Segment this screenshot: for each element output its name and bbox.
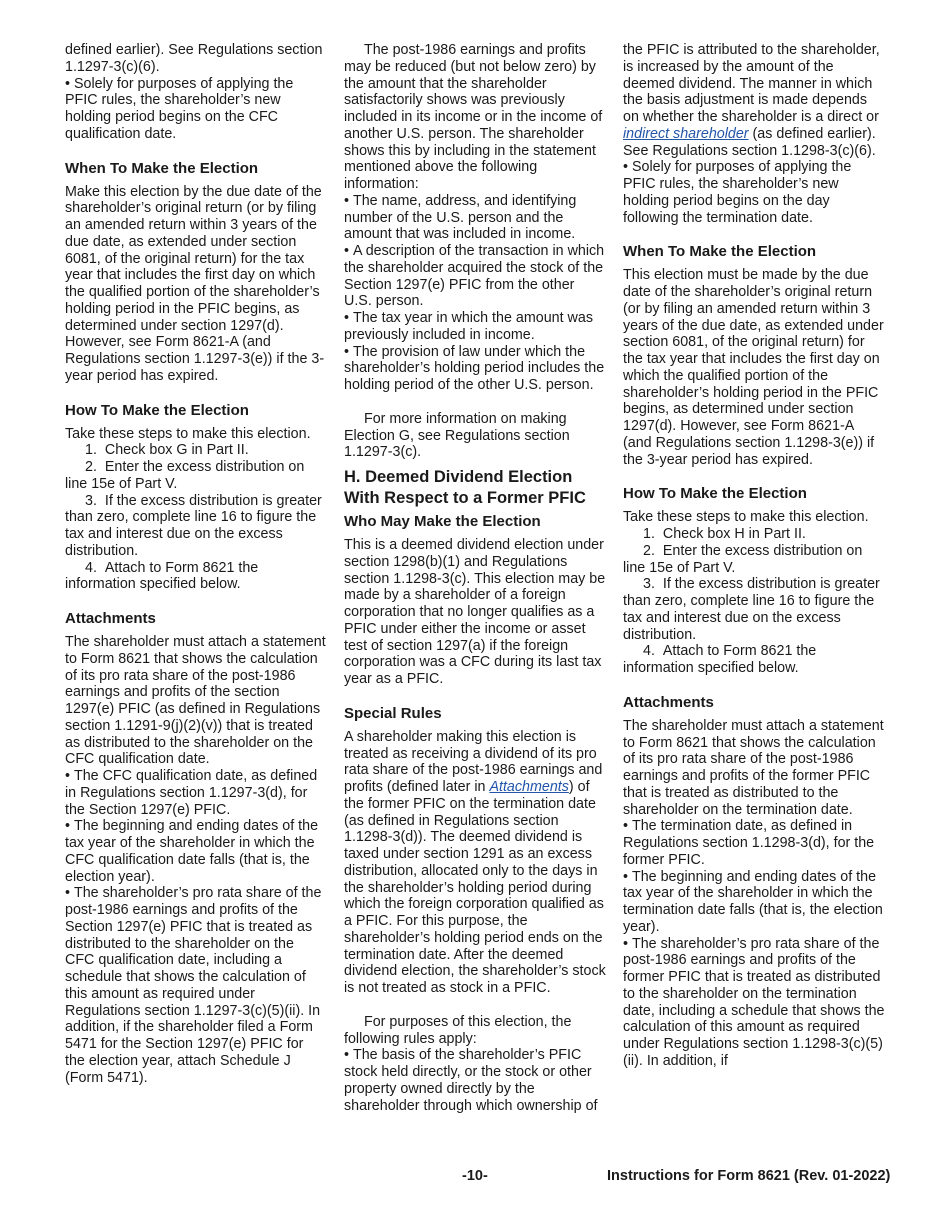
paragraph: The shareholder must attach a statement to Form 8621 that shows the calculation of its pro rata share of the post-1986 earnings and profits of the section 1297(e) PFIC (as defined in Regulations section 1.1291-9(j)(2)(v)) that is treated as distributed to the shareholder on the CFC qualification date. [65,634,326,768]
bullet-item: • The CFC qualification date, as defined in Regulations section 1.1297-3(d), for the Section 1297(e) PFIC. [65,768,327,818]
bullet-item: • Solely for purposes of applying the PFIC rules, the shareholder’s new holding period begins on the CFC qualification date. [65,76,327,143]
paragraph: A shareholder making this election is treated as receiving a dividend of its pro rata share of the post-1986 earnings and profits (defined later in Attachments) of the former PFIC on the termination date (as defined in Regulations section 1.1298-3(d)). The deemed dividend is taxed under section 1291 as an excess distribution, allocated only to the days in the shareholder’s holding period during which the foreign corporation qualified as a PFIC. For this purpose, the shareholder’s holding period ends on the termination date. After the deemed dividend election, the shareholder’s stock is not treated as stock in a PFIC. [344,728,606,996]
paragraph: defined earlier). See Regulations section 1.1297-3(c)(6). [65,42,323,75]
paragraph: Take these steps to make this election. [623,509,869,526]
paragraph: the PFIC is attributed to the shareholder, is increased by the amount of the deemed dividend. The manner in which the basis adjustment is made depends on whether the shareholder is a direct or indirect shareholder (as defined earlier). See Regulations section 1.1298-3(c)(6). [623,42,880,159]
bullet-item: • The tax year in which the amount was previously included in income. [344,310,606,344]
step-item: 4. Attach to Form 8621 the information specified below. [65,559,259,593]
paragraph: Take these steps to make this election. [65,425,311,442]
footer-title: Instructions for Form 8621 (Rev. 01-2022) [607,1168,891,1184]
paragraph: This is a deemed dividend election under section 1298(b)(1) and Regulations section 1.1298-3(c). This election may be made by a shareholder of a foreign corporation that no longer qualifies as a PFIC under either the income or asset test of section 1297(a) if the foreign corporation was a CFC during its last tax year as a PFIC. [344,537,606,687]
paragraph: For more information on making Election G, see Regulations section 1.1297-3(c). [344,410,570,461]
heading-who-may-make-election: Who May Make the Election [344,513,541,530]
step-item: 3. If the excess distribution is greater than zero, complete line 16 to figure the tax and interest due on the excess distribution. [623,576,880,643]
bullet-item: • The basis of the shareholder’s PFIC stock held directly, or the stock or other property owned directly by the shareholder through which ownership of [344,1047,606,1114]
step-item: 3. If the excess distribution is greater than zero, complete line 16 to figure the tax and interest due on the excess distribution. [65,492,322,559]
paragraph: The shareholder must attach a statement to Form 8621 that shows the calculation of its pro rata share of the post-1986 earnings and profits of the former PFIC that is treated as distributed to the shareholder on the termination date. [623,717,884,818]
heading-when-to-make-election: When To Make the Election [65,159,259,177]
bullet-item: • The name, address, and identifying number of the U.S. person and the amount that was included in income. [344,193,606,243]
heading-attachments: Attachments [65,610,156,627]
paragraph: The post-1986 earnings and profits may be reduced (but not below zero) by the amount that the shareholder satisfactorily shows was previously included in its income or in the income of another U.S. person. The shareholder shows this by including in the statement mentioned above the following information: [344,42,603,192]
bullet-item: • Solely for purposes of applying the PFIC rules, the shareholder’s new holding period begins on the day following the termination date. [623,159,885,226]
step-item: 2. Enter the excess distribution on line 15e of Part V. [623,542,863,576]
bullet-item: • The beginning and ending dates of the tax year of the shareholder in which the termination date falls (that is, the election year). [623,869,885,936]
bullet-item: • The shareholder’s pro rata share of the post-1986 earnings and profits of the former PFIC that is treated as distributed to the shareholder on the termination date, including a schedule that shows the calculation of this amount as required under Regulations section 1.1298-3(c)(5)(ii). In addition, if [623,936,885,1070]
heading-attachments: Attachments [623,693,714,711]
heading-how-to-make-election: How To Make the Election [65,401,249,419]
bullet-item: • The shareholder’s pro rata share of the post-1986 earnings and profits of the Section 1297(e) PFIC that is treated as distributed to the shareholder on the CFC qualification date, including a schedule that shows the calculation of this amount as required under Regulations section 1.1297-3(c)(5)(ii). In addition, if the shareholder filed a Form 5471 for the Section 1297(e) PFIC for the election year, attach Schedule J (Form 5471). [65,885,327,1086]
indirect-shareholder-link[interactable]: indirect shareholder [623,125,749,142]
column-3 [623,42,885,1070]
bullet-item: • A description of the transaction in which the shareholder acquired the stock of the Section 1297(e) PFIC from the other U.S. person. [344,243,606,310]
step-item: 1. Check box H in Part II. [643,526,806,542]
step-item: 4. Attach to Form 8621 the information specified below. [623,643,817,676]
heading-when-to-make-election: When To Make the Election [623,243,817,261]
step-item: 2. Enter the excess distribution on line 15e of Part V. [65,459,305,492]
heading-how-to-make-election: How To Make the Election [623,485,807,503]
page-number: -10- [462,1168,488,1184]
column-2 [344,42,606,1114]
section-heading-h: H. Deemed Dividend Election With Respect to a Former PFIC [344,468,586,507]
heading-special-rules: Special Rules [344,704,442,722]
paragraph: Make this election by the due date of the shareholder’s original return (or by filing an amended return within 3 years of the due date, as extended under section 6081, of the original return) for the tax year that includes the first day on which the qualified portion of the shareholder’s holding period in the PFIC begins, as determined under section 1297(d). However, see Form 8621-A (and Regulations section 1.1297-3(e)) if the 3-year period has expired. [65,183,325,384]
paragraph: This election must be made by the due date of the shareholder’s original return (or by filing an amended return within 3 years of the due date, as extended under section 6081, of the original return) for the tax year that includes the first day on which the qualified portion of the shareholder’s holding period in the PFIC begins, as determined under section 1297(d). However, see Form 8621-A (and Regulations section 1.1298-3(e)) if the 3-year period has expired. [623,267,884,468]
bullet-item: • The beginning and ending dates of the tax year of the shareholder in which the CFC qualification date falls (that is, the election year). [65,818,327,885]
paragraph: For purposes of this election, the following rules apply: [344,1013,572,1047]
bullet-item: • The provision of law under which the shareholder’s holding period includes the holding period of the other U.S. person. [344,344,606,394]
attachments-link[interactable]: Attachments [489,779,569,795]
step-item: 1. Check box G in Part II. [85,442,249,459]
column-1 [65,42,327,1086]
bullet-item: • The termination date, as defined in Regulations section 1.1298-3(d), for the former PFIC. [623,818,885,868]
